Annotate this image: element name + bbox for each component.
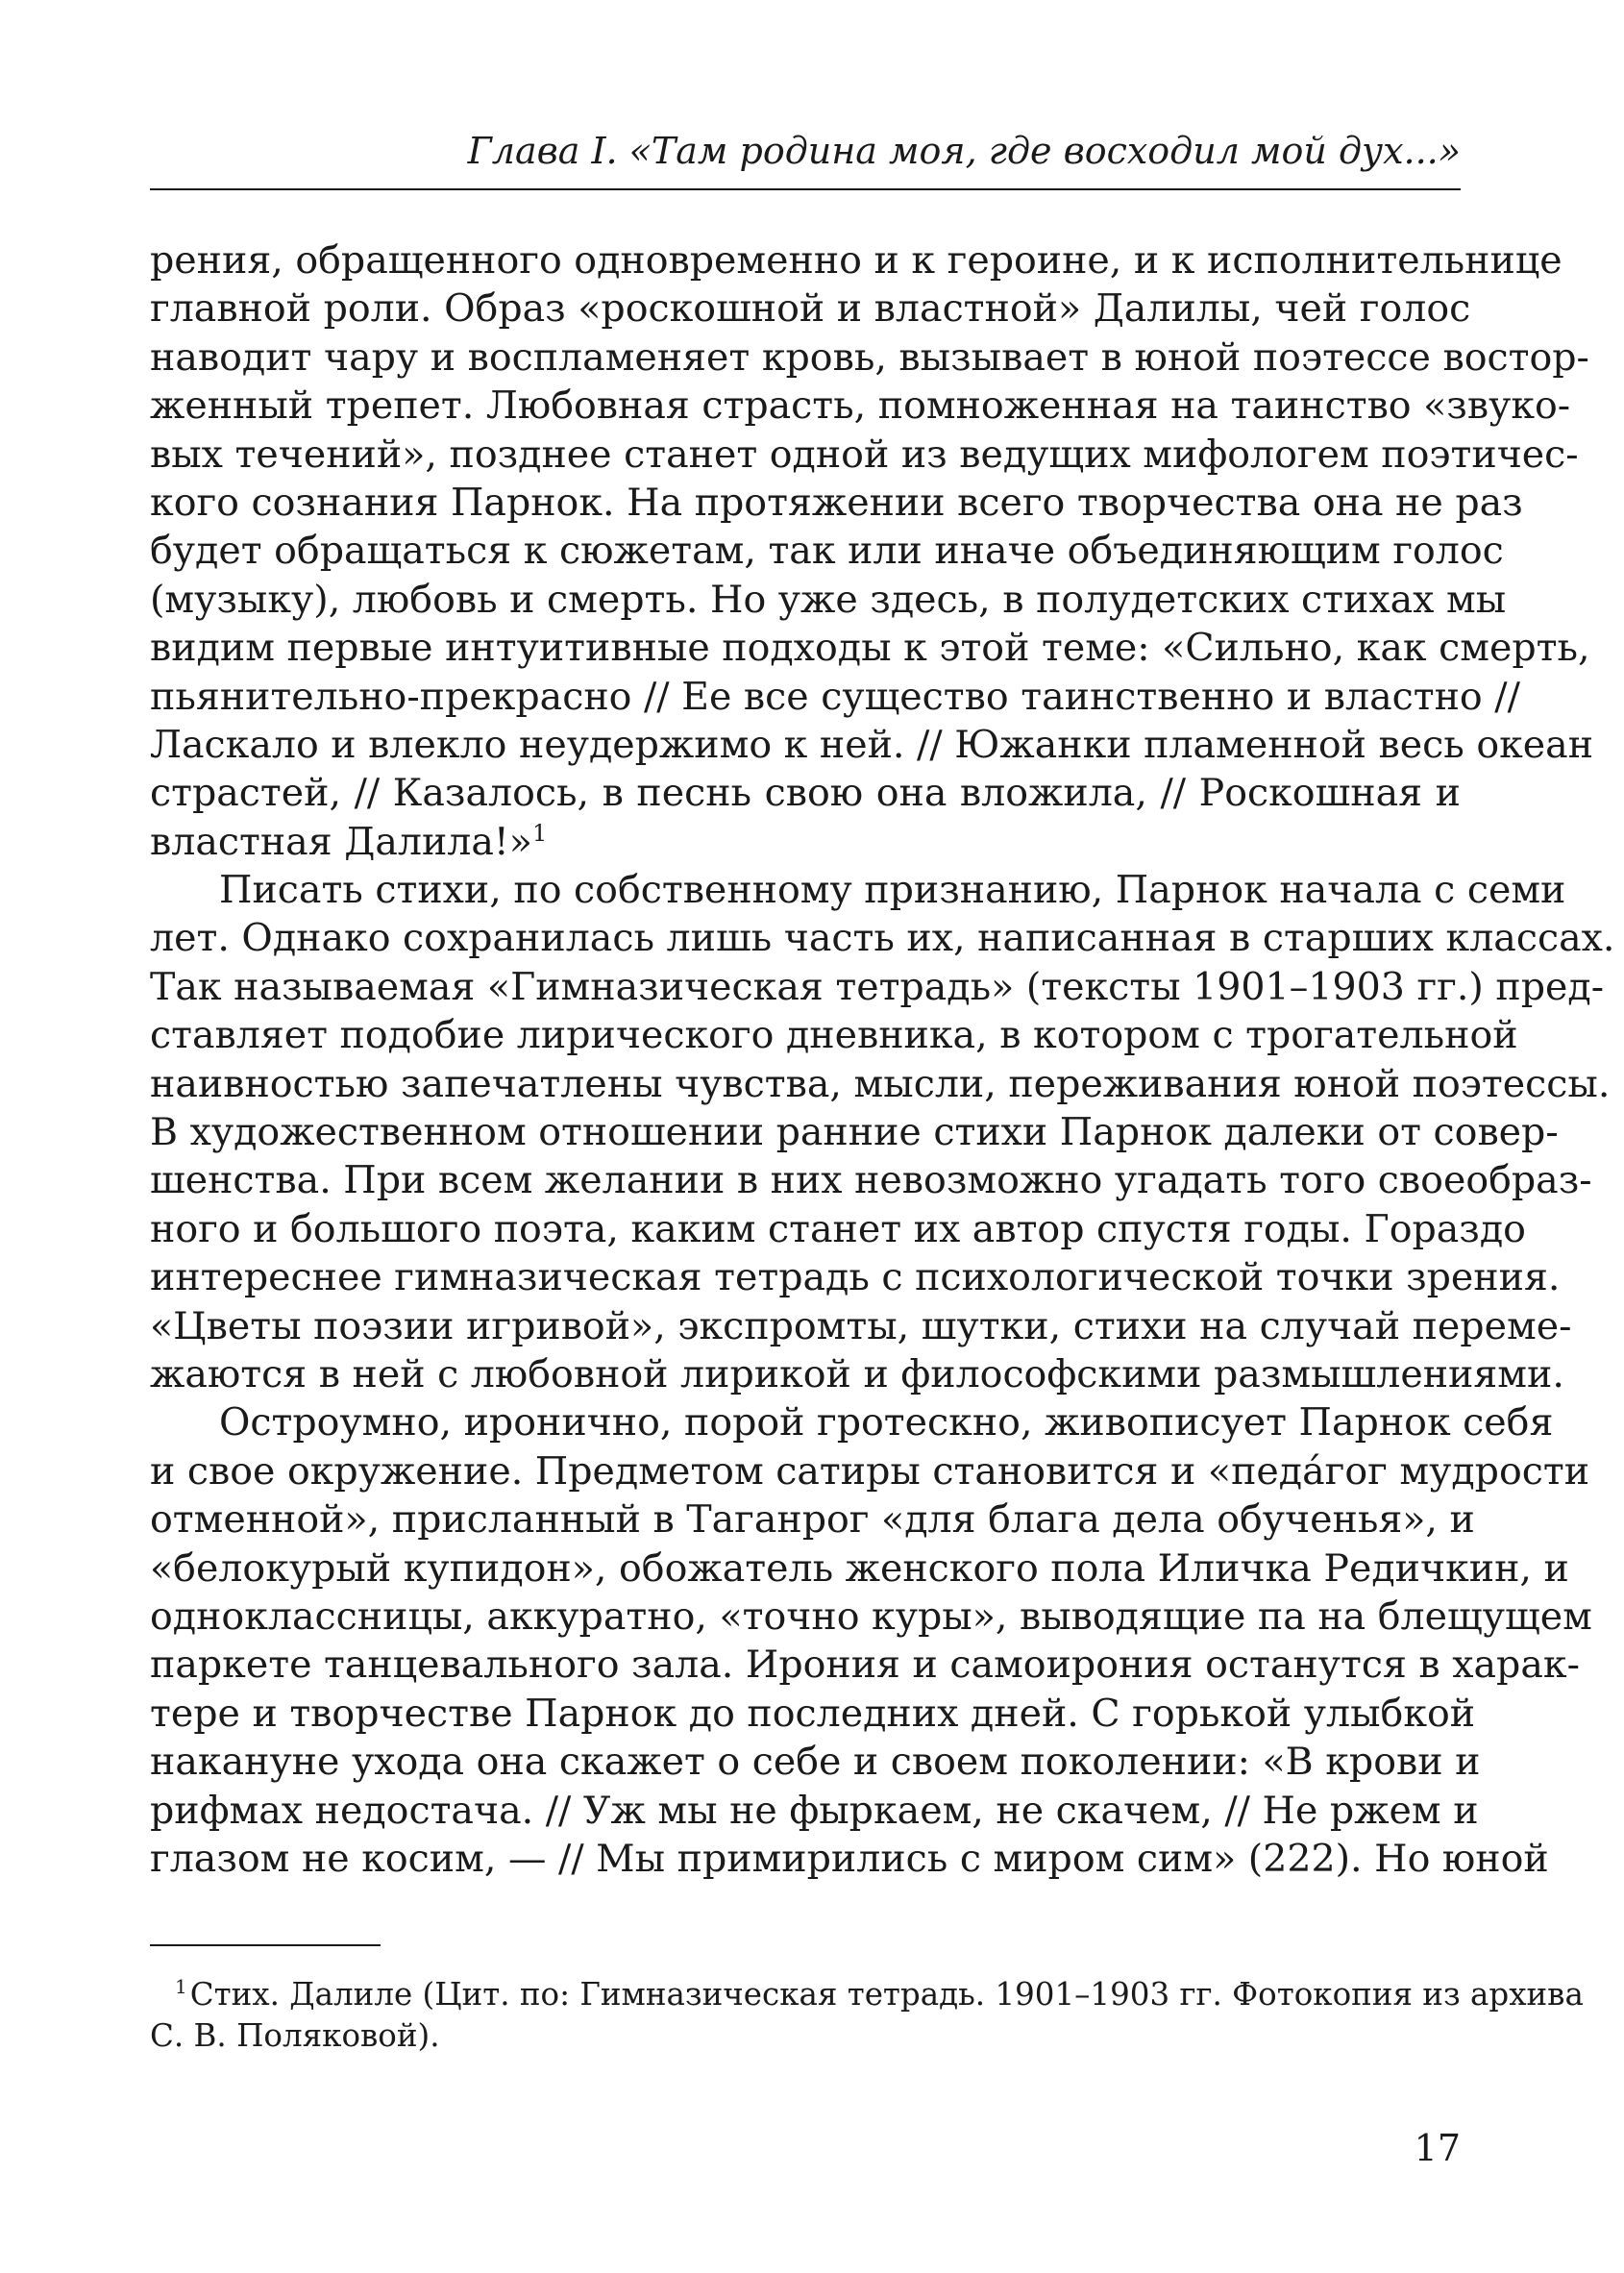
text-line: В художественном отношении ранние стихи Парнок далеки от совер- [150,1110,1559,1155]
text-line: глазом не косим, — // Мы примирились с миром сим» (222). Но юной [150,1836,1549,1881]
text-line: будет обращаться к сюжетам, так или иначе объединяющим голос [150,529,1504,574]
text-line: пьянительно-прекрасно // Ее все существо таинственно и властно // [150,674,1520,719]
footnote-text: Стих. Далиле (Цит. по: Гимназическая тетрадь. 1901–1903 гг. Фотокопия из архива [189,1976,1584,2013]
text-line: «белокурый купидон», обожатель женского пола Иличка Редичкин, и [150,1545,1569,1591]
text-line: главной роли. Образ «роскошной и властной» Далилы, чей голос [150,286,1471,332]
text-line: Ласкало и влекло неудержимо к ней. // Южанки пламенной весь океан [150,722,1594,767]
text-line: Писать стихи, по собственному признанию, Парнок начала с семи [219,868,1566,913]
footnote-line [150,1974,1584,2015]
text-line: жаются в ней с любовной лирикой и философскими размышлениями. [150,1351,1564,1396]
text-line [150,818,1461,866]
text-line: рения, обращенного одновременно и к героине, и к исполнительнице [150,238,1562,283]
text-line: отменной», присланный в Таганрог «для блага дела обученья», и [150,1497,1475,1543]
body-text [150,236,1615,1883]
text-line: вых течений», позднее станет одной из ведущих мифологем поэтичес- [150,432,1579,477]
text-line: Так называемая «Гимназическая тетрадь» (тексты 1901–1903 гг.) пред- [150,964,1605,1009]
paragraph-1 [150,236,1594,866]
text-line: (музыку), любовь и смерть. Но уже здесь, в полудетских стихах мы [150,577,1507,622]
paragraph-2 [150,866,1615,1398]
footnote-mark: 1 [175,1975,187,1998]
text-line: одноклассницы, аккуратно, «точно куры», выводящие па на блещущем [150,1594,1592,1639]
page-number: 17 [1414,2127,1461,2169]
text-line: наивностью запечатлены чувства, мысли, переживания юной поэтессы. [150,1061,1611,1106]
text-line-content: властная Далила!» [150,819,532,864]
text-line: шенства. При всем желании в них невозможно угадать того своеобраз- [150,1158,1592,1203]
text-line: ного и большого поэта, каким станет их автор спустя годы. Гораздо [150,1206,1526,1251]
text-line: женный трепет. Любовная страсть, помноженная на таинство «звуко- [150,383,1571,429]
text-line: накануне ухода она скажет о себе и своем поколении: «В крови и [150,1740,1481,1785]
text-line: «Цветы поэзии игривой», экспромты, шутки, стихи на случай переме- [150,1303,1572,1348]
paragraph-3 [150,1398,1592,1883]
text-line: страстей, // Казалось, в песнь свою она вложила, // Роскошная и [150,771,1461,816]
footnote-reference[interactable]: 1 [531,819,548,847]
text-line: ставляет подобие лирического дневника, в котором с трогательной [150,1013,1518,1058]
text-line: наводит чару и воспламеняет кровь, вызывает в юной поэтессе востор- [150,334,1589,380]
text-line: лет. Однако сохранилась лишь часть их, написанная в старших классах. [150,916,1615,961]
running-head: Глава I. «Там родина моя, где восходил мой дух...» [467,130,1461,172]
footnote [150,1974,1584,2057]
text-line: рифмах недостача. // Уж мы не фыркаем, не скачем, // Не ржем и [150,1788,1479,1833]
text-line: видим первые интуитивные подходы к этой теме: «Сильно, как смерть, [150,626,1590,671]
text-line: паркете танцевального зала. Ирония и самоирония останутся в харак- [150,1643,1580,1688]
footnote-line: С. В. Поляковой). [150,2017,440,2054]
text-line: интереснее гимназическая тетрадь с психологической точки зрения. [150,1255,1561,1300]
text-line: Остроумно, иронично, порой гротескно, живописует Парнок себя [219,1400,1554,1445]
header-rule [150,188,1461,190]
footnote-separator [150,1944,381,1946]
text-line: кого сознания Парнок. На протяжении всего творчества она не раз [150,480,1523,525]
text-line: и свое окружение. Предметом сатиры становится и «педáгог мудрости [150,1448,1590,1494]
text-line: тере и творчестве Парнок до последних дней. С горькой улыбкой [150,1691,1476,1736]
